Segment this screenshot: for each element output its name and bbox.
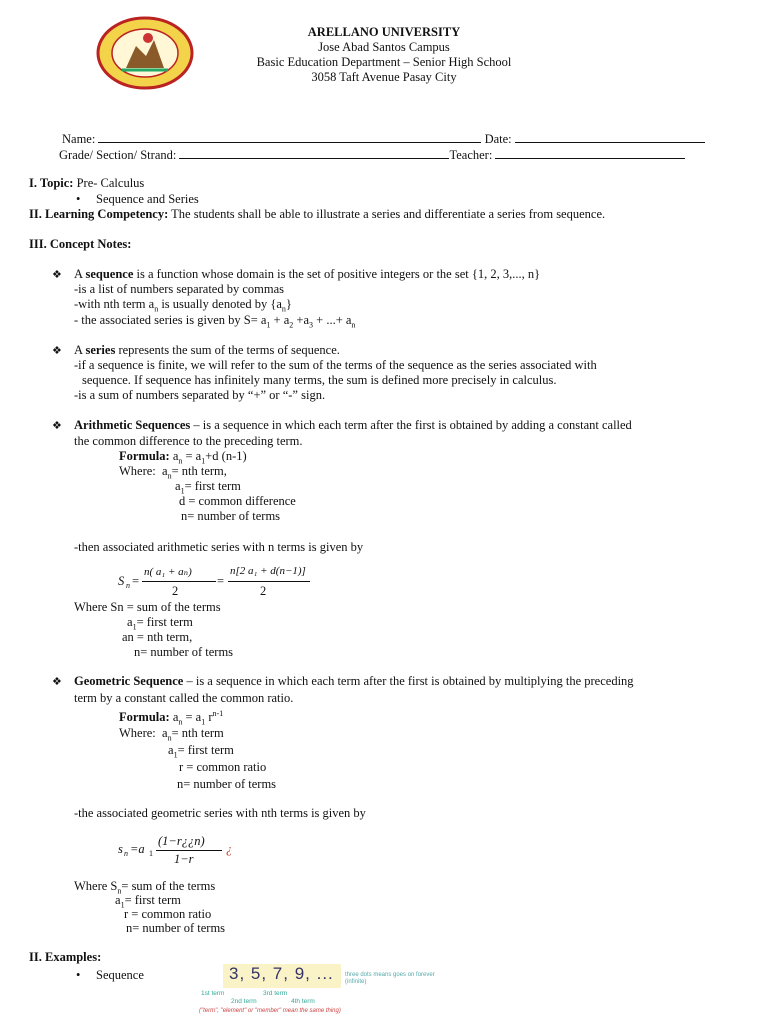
name-field[interactable] (98, 131, 481, 143)
diamond-bullet-icon: ❖ (52, 269, 62, 281)
denominator: 1−r (174, 852, 194, 866)
text: n (126, 581, 130, 590)
series-line2: sequence. If sequence has infinitely many terms, the sum is defined more precisely in calculus. (82, 373, 557, 387)
label-three-dots: three dots means goes on forever (infinite) (345, 972, 435, 985)
text: = first term (136, 615, 193, 629)
topic-bullet: • (76, 192, 81, 206)
geo-where1 (119, 726, 224, 743)
text: a (162, 464, 168, 478)
sequence-def (74, 267, 540, 282)
text: A (74, 267, 86, 281)
department-name: Basic Education Department – Senior High School (256, 55, 512, 69)
text: = (132, 574, 140, 588)
text: 1 (149, 849, 153, 858)
geo-sw2: r = common ratio (124, 907, 212, 921)
grade-row (59, 147, 685, 163)
diamond-bullet-icon: ❖ (52, 676, 62, 688)
competency-heading: II. Learning Competency: (29, 207, 169, 221)
sub: 1 (120, 900, 125, 910)
text: r (205, 710, 213, 725)
text: a (162, 726, 168, 740)
sub: n (178, 717, 183, 727)
geo-series-formula (118, 832, 248, 868)
fraction-bar (156, 850, 222, 851)
text: – is a sequence in which each term after the first is obtained by multiplying the preceding (183, 674, 634, 688)
concept-heading: III. Concept Notes: (29, 237, 132, 251)
university-name: ARELLANO UNIVERSITY (307, 25, 461, 39)
fraction-bar (142, 581, 216, 582)
teacher-label: Teacher: (449, 148, 493, 162)
geo-where4: n= number of terms (177, 777, 277, 791)
geo-sw3: n= number of terms (126, 921, 226, 935)
text: A (74, 343, 86, 357)
arith-where4: n= number of terms (181, 509, 281, 523)
grade-field[interactable] (179, 147, 449, 159)
label-term-note: ("term", "element" or "member" mean the same thing) (199, 1008, 341, 1014)
text: -with nth term a (74, 297, 155, 311)
text: Where: (119, 464, 156, 478)
sequence-line2 (74, 297, 292, 314)
text: is usually denoted by {a (158, 297, 282, 311)
text: n (124, 849, 128, 858)
term-bold: series (85, 343, 116, 357)
examples-bullet: • (76, 968, 81, 982)
text: a (127, 615, 133, 629)
text: = (217, 574, 225, 588)
sub: 1 (201, 717, 206, 727)
text: – is a sequence in which each term after the first is obtained by adding a constant called (190, 418, 632, 432)
sub: n (154, 304, 159, 314)
geo-def (74, 674, 634, 689)
text: } (285, 297, 292, 311)
text: = first term (184, 479, 241, 493)
series-line3: -is a sum of numbers separated by “+” or “-” sign. (74, 388, 326, 402)
text: represents the sum of the terms of sequence. (115, 343, 340, 357)
text: ¿ (226, 842, 233, 856)
date-field[interactable] (515, 131, 705, 143)
sub: n (117, 886, 122, 896)
sub: 1 (180, 486, 185, 496)
text: + ...+ a (313, 313, 352, 327)
geo-where3: r = common ratio (179, 760, 267, 774)
denominator: 2 (260, 584, 267, 598)
example-sequence: 3, 5, 7, 9, ... (229, 964, 334, 983)
text: = sum of the terms (121, 879, 216, 893)
sequence-line1: -is a list of numbers separated by commas (74, 282, 285, 296)
topic-bullet-text: Sequence and Series (96, 192, 199, 206)
arith-where3: d = common difference (179, 494, 296, 508)
numerator: n[2 a₁ + d(n−1)] (230, 565, 306, 577)
text: = nth term, (171, 464, 227, 478)
examples-bullet-text: Sequence (96, 968, 144, 982)
arith-def (74, 418, 632, 433)
name-row (62, 131, 705, 147)
term-bold: sequence (85, 267, 134, 281)
term-bold: Arithmetic Sequences (74, 418, 191, 432)
geo-assoc: -the associated geometric series with nth terms is given by (74, 806, 366, 820)
arith-sw3: n= number of terms (134, 645, 234, 659)
diamond-bullet-icon: ❖ (52, 420, 62, 432)
sub: 1 (201, 456, 206, 466)
topic-value: Pre- Calculus (76, 176, 145, 190)
date-label: Date: (484, 132, 512, 146)
text: = first term (177, 743, 234, 757)
address: 3058 Taft Avenue Pasay City (311, 70, 457, 84)
geo-formula (119, 709, 223, 727)
term-bold: Geometric Sequence (74, 674, 184, 688)
sub: 1 (132, 622, 137, 632)
topic-row (29, 176, 144, 191)
text: a (168, 743, 174, 757)
text: a (175, 479, 181, 493)
examples-heading: II. Examples: (29, 950, 102, 964)
text: Where S (74, 879, 118, 893)
sub: n (167, 733, 172, 743)
arith-line2: the common difference to the preceding term. (74, 434, 303, 448)
label-4th-term: 4th term (291, 998, 315, 1005)
sub: n (351, 320, 356, 330)
text: a (115, 893, 121, 907)
sub: n (281, 304, 286, 314)
sequence-example-image (195, 962, 455, 1022)
denominator: 2 (172, 584, 179, 598)
arith-assoc: -then associated arithmetic series with n terms is given by (74, 540, 364, 554)
numerator: n( a₁ + aₙ) (144, 566, 192, 578)
series-line1: -if a sequence is finite, we will refer to the sum of the terms of the sequence as the series associated with (74, 358, 597, 372)
formula-label: Formula: (119, 710, 170, 725)
name-label: Name: (62, 132, 96, 146)
label-3rd-term: 3rd term (263, 990, 288, 997)
fraction-bar (228, 581, 310, 582)
teacher-field[interactable] (495, 147, 685, 159)
text: S (118, 574, 125, 588)
text: =a (130, 842, 145, 856)
text: = first term (124, 893, 181, 907)
diamond-bullet-icon: ❖ (52, 345, 62, 357)
text: = nth term (171, 726, 224, 740)
numerator: (1−r¿¿n) (158, 834, 205, 848)
text: Where: (119, 726, 156, 740)
label-1st-term: 1st term (201, 990, 225, 997)
text: a (169, 449, 179, 463)
series-def (74, 343, 340, 358)
topic-heading: I. Topic: (29, 176, 74, 190)
text: s (118, 842, 123, 856)
geo-where2 (168, 743, 234, 760)
text: +d (n-1) (205, 449, 247, 463)
arith-sw: Where Sn = sum of the terms (74, 600, 221, 614)
sub: 3 (309, 320, 314, 330)
text: +a (293, 313, 310, 327)
sub: 2 (289, 320, 294, 330)
text: is a function whose domain is the set of positive integers or the set {1, 2, 3,..., n} (133, 267, 541, 281)
sub: n (167, 471, 172, 481)
competency-row (29, 207, 605, 222)
sub: n (178, 456, 183, 466)
sub: 1 (173, 750, 178, 760)
arith-sw2: an = nth term, (122, 630, 193, 644)
grade-label: Grade/ Section/ Strand: (59, 148, 177, 162)
text: + a (270, 313, 290, 327)
sub: 1 (266, 320, 271, 330)
text: a (169, 710, 179, 725)
label-2nd-term: 2nd term (231, 998, 257, 1005)
arith-series-formula (118, 565, 318, 601)
text: - the associated series is given by S= a (74, 313, 267, 327)
text: = a (182, 710, 202, 725)
sup: n-1 (212, 709, 224, 718)
sequence-line3 (74, 313, 355, 330)
campus-name: Jose Abad Santos Campus (318, 40, 450, 54)
formula-label: Formula: (119, 449, 170, 463)
text: = a (182, 449, 202, 463)
competency-text: The students shall be able to illustrate a series and differentiate a series from sequence. (171, 207, 606, 221)
geo-line2: term by a constant called the common ratio. (74, 691, 294, 705)
